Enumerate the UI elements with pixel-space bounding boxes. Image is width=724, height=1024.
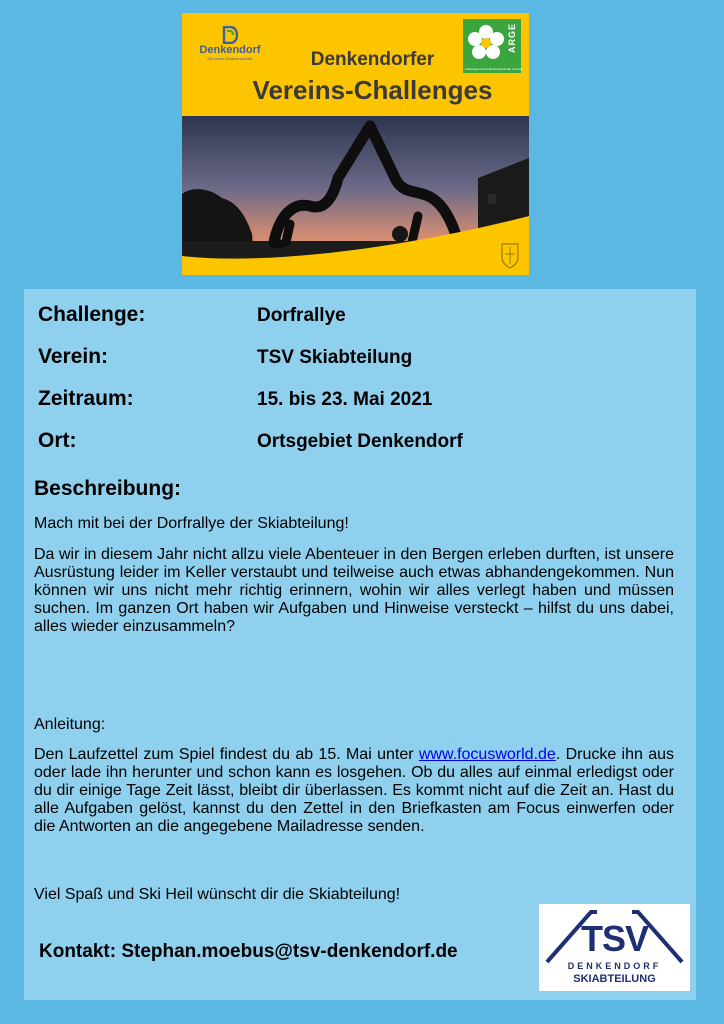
row-ort (38, 429, 463, 453)
row-zeitraum (38, 387, 432, 411)
description-intro: Mach mit bei der Dorfrallye der Skiabteilung! (34, 515, 349, 532)
arge-word: ARGE (507, 23, 517, 54)
challenge-info-panel (24, 289, 696, 1000)
description-title: Beschreibung: (34, 477, 182, 500)
anleitung-text (34, 746, 674, 836)
description-body: Da wir in diesem Jahr nicht allzu viele Abenteuer in den Bergen erleben durften, ist unsere Ausrüstung leider im Keller verstaubt und teilweise auch etwas abhandengekommen. Nun können wir uns nicht mehr richtig erinnern, wohin wir alles verlegt haben und müssen suchen. Im ganzen Ort haben wir Aufgaben und Hinweise versteckt – hilfst du uns dabei, alles wieder einzusammeln? (34, 546, 674, 635)
denkendorf-mark-icon (222, 26, 238, 44)
tsv-skiabteilung-logo (539, 904, 690, 991)
tsv-town: DENKENDORF (567, 961, 662, 971)
logo-tagline: Wir leben Zusammenhalt. (207, 56, 253, 61)
challenge-banner (182, 13, 529, 275)
closing-text: Viel Spaß und Ski Heil wünscht dir die Skiabteilung! (34, 886, 401, 903)
acrobatics-sunset-photo (182, 116, 529, 275)
ort-value: Ortsgebiet Denkendorf (257, 431, 463, 452)
verein-value: TSV Skiabteilung (257, 347, 413, 368)
anleitung-label: Anleitung: (34, 716, 106, 733)
zeitraum-value: 15. bis 23. Mai 2021 (257, 389, 433, 410)
zeitraum-label: Zeitraum: (38, 387, 134, 410)
logo-name: Denkendorf (199, 44, 261, 56)
row-challenge (38, 303, 346, 327)
anleitung-pre: Den Laufzettel zum Spiel findest du ab 15. Mai unter (34, 746, 419, 763)
ort-label: Ort: (38, 429, 77, 452)
row-verein (38, 345, 412, 369)
challenge-label: Challenge: (38, 303, 146, 326)
tsv-department: SKIABTEILUNG (573, 973, 656, 985)
banner-title-line2: Vereins-Challenges (252, 75, 493, 105)
verein-label: Verein: (38, 345, 109, 368)
contact-email: Kontakt: Stephan.moebus@tsv-denkendorf.de (39, 941, 458, 962)
anleitung-post: . Drucke ihn aus oder lade ihn herunter und schon kann es losgehen. Ob du alles auf einmal erledigst oder du dir einige Tage Zeit lässt, bleibt dir überlassen. Es kommt nicht auf die Zeit an. Hast du alle Aufgaben gelöst, kannst du den Zettel in den Briefkasten am Focus einwerfen oder die Antworten an die angegebene Mailadresse senden. (34, 746, 675, 835)
banner-title-line1: Denkendorfer (310, 49, 435, 70)
focusworld-link[interactable]: www.focusworld.de (418, 746, 556, 763)
arge-subtitle: Arbeitsgemeinschaft Denkendorfer Vereine (465, 67, 523, 71)
tsv-word: TSV (580, 918, 648, 959)
challenge-value: Dorfrallye (257, 305, 346, 326)
